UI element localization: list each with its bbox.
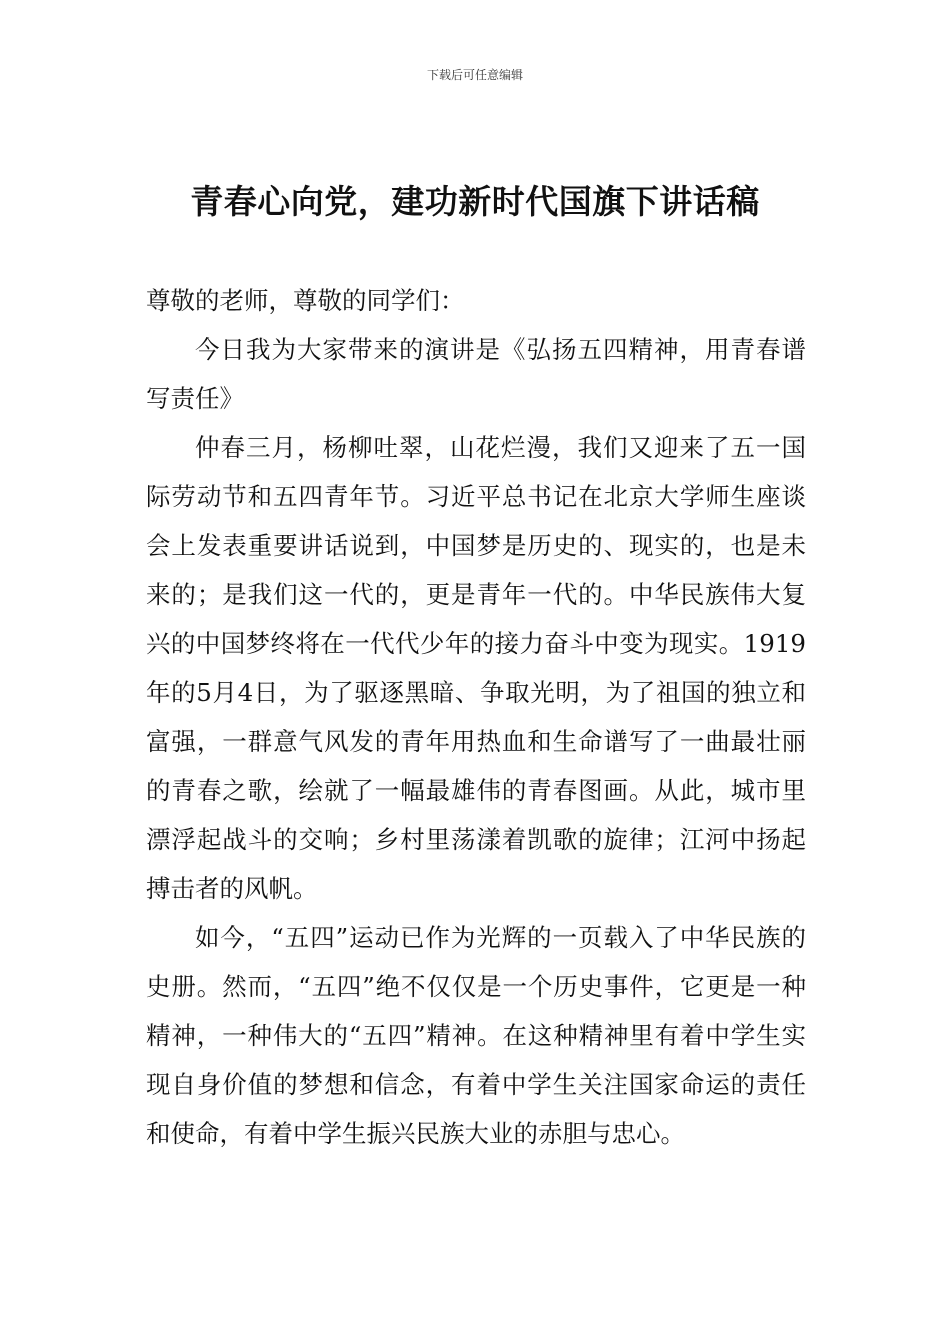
header-note: 下载后可任意编辑 <box>426 68 523 82</box>
salutation: 尊敬的老师，尊敬的同学们： <box>146 286 465 315</box>
paragraph: 今日我为大家带来的演讲是《弘扬五四精神，用青春谱写责任》 <box>146 335 806 413</box>
paragraph: 如今，“五四”运动已作为光辉的一页载入了中华民族的史册。然而，“五四”绝不仅仅是一个历史事件，它更是一种精神，一种伟大的“五四”精神。在这种精神里有着中学生实现自身价值的梦想和信念，有着中学生关注国家命运的责任和使命，有着中学生振兴民族大业的赤胆与忠心。 <box>146 923 806 1148</box>
document-title: 青春心向党，建功新时代国旗下讲话稿 <box>190 182 760 221</box>
document-body <box>146 276 806 1158</box>
paragraph: 仲春三月，杨柳吐翠，山花烂漫，我们又迎来了五一国际劳动节和五四青年节。习近平总书记在北京大学师生座谈会上发表重要讲话说到，中国梦是历史的、现实的，也是未来的；是我们这一代的，更是青年一代的。中华民族伟大复兴的中国梦终将在一代代少年的接力奋斗中变为现实。1919年的5月4日，为了驱逐黑暗、争取光明，为了祖国的独立和富强，一群意气风发的青年用热血和生命谱写了一曲最壮丽的青春之歌，绘就了一幅最雄伟的青春图画。从此，城市里漂浮起战斗的交响；乡村里荡漾着凯歌的旋律；江河中扬起搏击者的风帆。 <box>146 433 806 903</box>
